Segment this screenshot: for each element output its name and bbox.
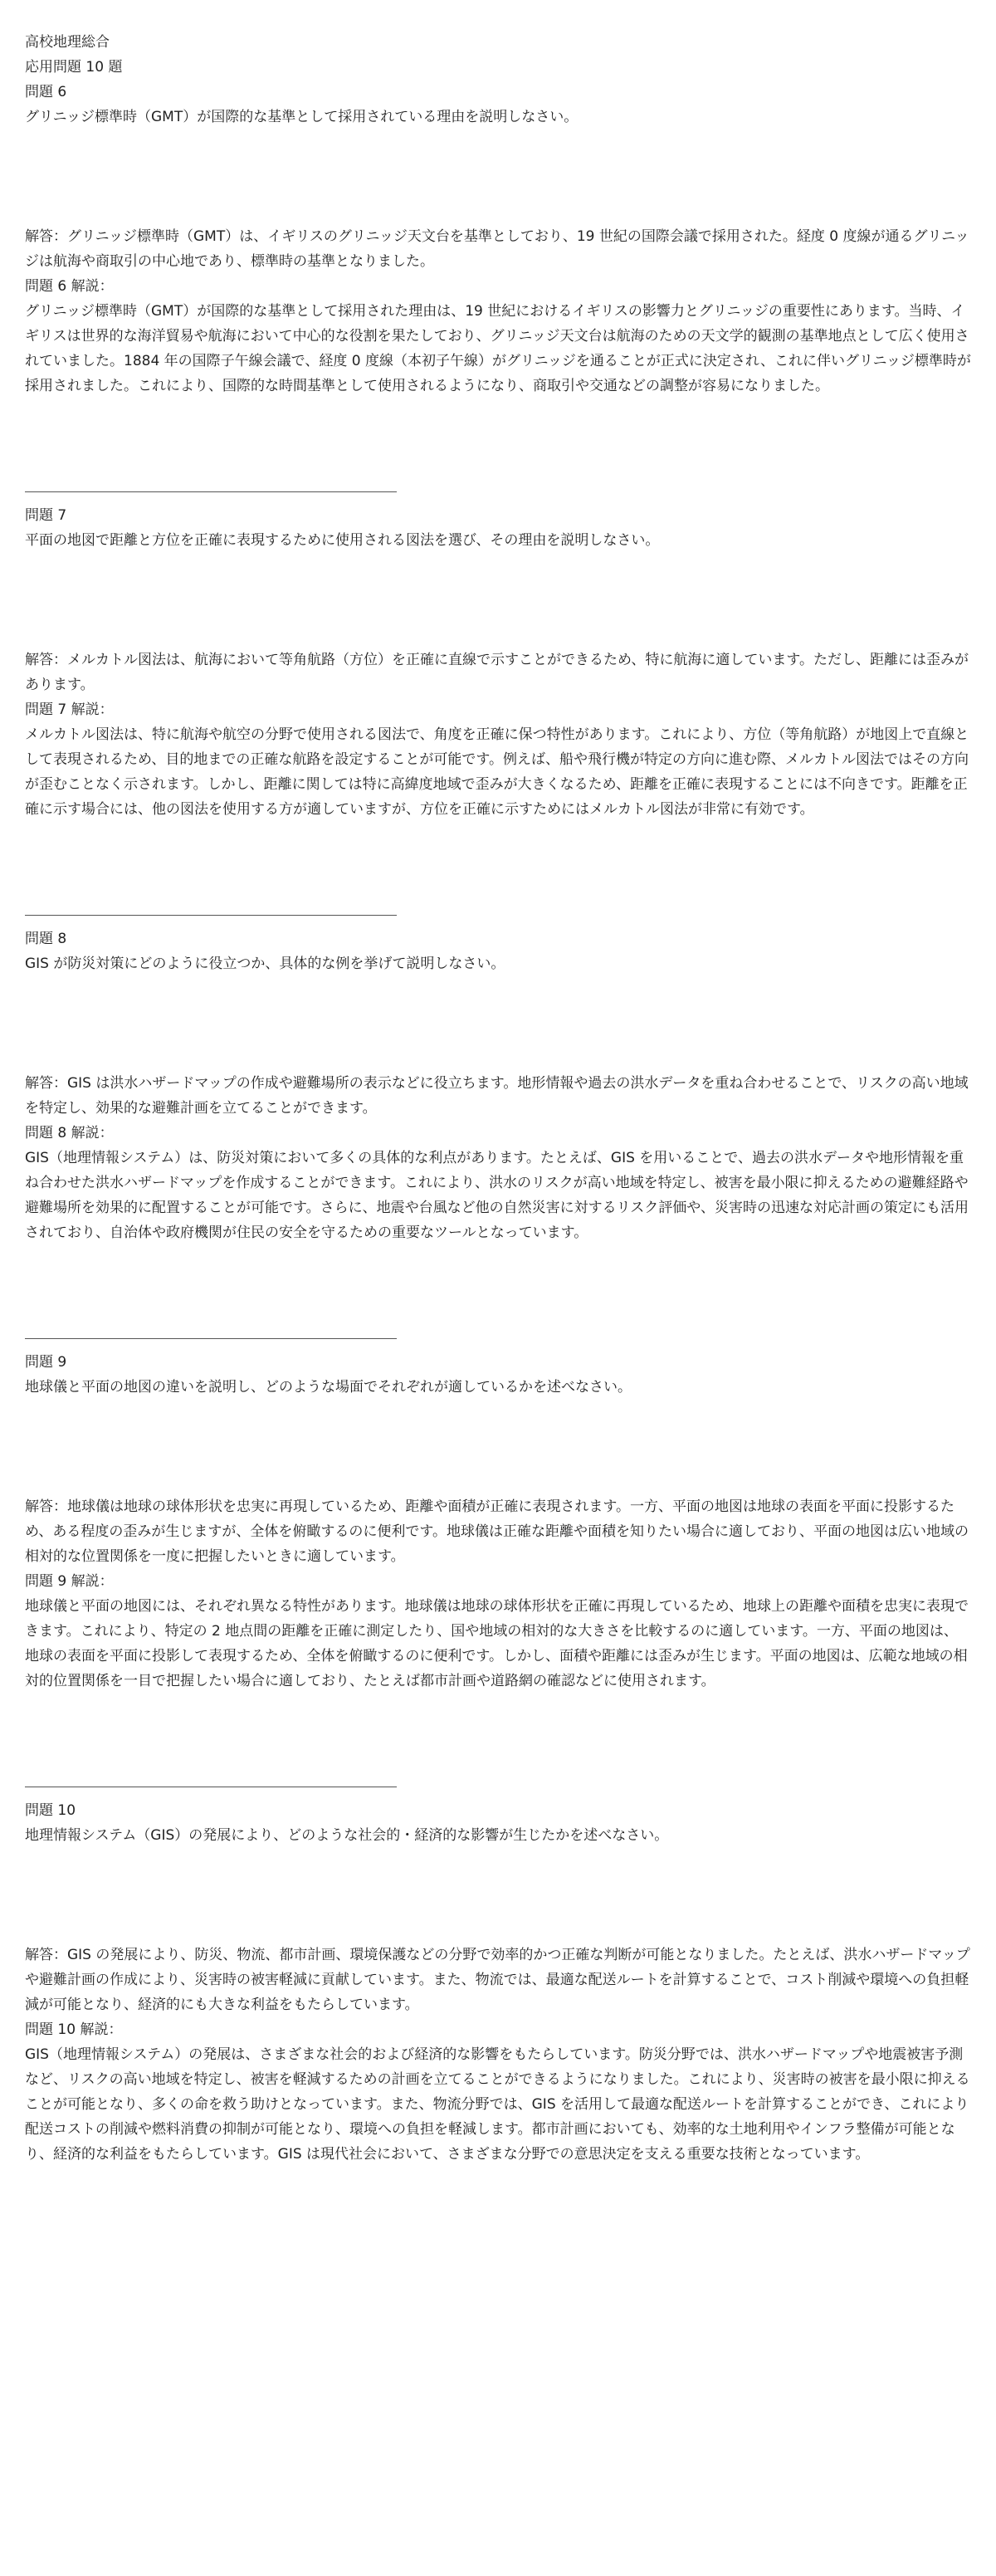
question-label: 問題 10	[25, 1802, 76, 1819]
question-text: 地球儀と平面の地図の違いを説明し、どのような場面でそれぞれが適しているかを述べなさい。	[25, 1379, 632, 1396]
explanation-text: メルカトル図法は、特に航海や航空の分野で使用される図法で、角度を正確に保つ特性があります。これにより、方位（等角航路）が地図上で直線として表現されるため、目的地までの正確な航路を設定することが可能です。例えば、船や飛行機が特定の方向に進む際、メルカトル図法ではその方向が歪むことなく示されます。しかし、距離に関しては特に高緯度地域で歪みが大きくなるため、距離を正確に表現することには不向きです。距離を正確に示す場合には、他の図法を使用する方が適していますが、方位を正確に示すためにはメルカトル図法が非常に有効です。	[25, 726, 969, 818]
explanation-label: 問題 8 解説：	[25, 1125, 114, 1141]
section-divider	[25, 915, 397, 916]
document-subtitle: 応用問題 10 題	[25, 59, 123, 76]
question-text: 地理情報システム（GIS）の発展により、どのような社会的・経済的な影響が生じたかを述べなさい。	[25, 1827, 669, 1844]
answer-text: 解答：地球儀は地球の球体形状を忠実に再現しているため、距離や面積が正確に表現されます。一方、平面の地図は地球の表面を平面に投影するため、ある程度の歪みが生じますが、全体を俯瞰するのに便利です。地球儀は正確な距離や面積を知りたい場合に適しており、平面の地図は広い地域の相対的な位置関係を一度に把握したいときに適しています。	[25, 1498, 969, 1565]
question-label: 問題 9	[25, 1354, 67, 1371]
document-page	[25, 30, 971, 2167]
answer-text: 解答：メルカトル図法は、航海において等角航路（方位）を正確に直線で示すことができるため、特に航海に適しています。ただし、距離には歪みがあります。	[25, 652, 969, 693]
section-divider	[25, 1338, 397, 1339]
question-label: 問題 7	[25, 507, 67, 524]
question-text: GIS が防災対策にどのように役立つか、具体的な例を挙げて説明しなさい。	[25, 956, 505, 972]
explanation-text: 地球儀と平面の地図には、それぞれ異なる特性があります。地球儀は地球の球体形状を正確に再現しているため、地球上の距離や面積を忠実に表現できます。これにより、特定の 2 地点間の距離を正確に測定したり、国や地域の相対的な大きさを比較するのに適しています。一方、平面の地図は、地球の表面を平面に投影して表現するため、全体を俯瞰するのに便利です。しかし、面積や距離には歪みが生じます。平面の地図は、広範な地域の相対的位置関係を一目で把握したい場合に適しており、たとえば都市計画や道路網の確認などに使用されます。	[25, 1598, 969, 1689]
question-block-9	[25, 1350, 971, 1694]
explanation-label: 問題 6 解説：	[25, 278, 114, 295]
explanation-text: GIS（地理情報システム）の発展は、さまざまな社会的および経済的な影響をもたらしています。防災分野では、洪水ハザードマップや地震被害予測など、リスクの高い地域を特定し、被害を軽減するための計画を立てることができるようになりました。これにより、災害時の被害を最小限に抑えることが可能となり、多くの命を救う助けとなっています。また、物流分野では、GIS を活用して最適な配送ルートを計算することができ、これにより配送コストの削減や燃料消費の抑制が可能となり、環境への負担を軽減します。都市計画においても、効率的な土地利用やインフラ整備が可能となり、経済的な利益をもたらしています。GIS は現代社会において、さまざまな分野での意思決定を支える重要な技術となっています。	[25, 2046, 970, 2163]
question-block-7	[25, 503, 971, 822]
answer-text: 解答：GIS は洪水ハザードマップの作成や避難場所の表示などに役立ちます。地形情報や過去の洪水データを重ね合わせることで、リスクの高い地域を特定し、効果的な避難計画を立てることができます。	[25, 1075, 969, 1117]
explanation-label: 問題 7 解説：	[25, 701, 114, 718]
explanation-text: グリニッジ標準時（GMT）が国際的な基準として採用された理由は、19 世紀におけるイギリスの影響力とグリニッジの重要性にあります。当時、イギリスは世界的な海洋貿易や航海において中心的な役割を果たしており、グリニッジ天文台は航海のための天文学的観測の基準地点として広く使用されていました。1884 年の国際子午線会議で、経度 0 度線（本初子午線）がグリニッジを通ることが正式に決定され、これに伴いグリニッジ標準時が採用されました。これにより、国際的な時間基準として使用されるようになり、商取引や交通などの調整が容易になりました。	[25, 303, 971, 394]
question-block-8	[25, 926, 971, 1245]
question-label: 問題 8	[25, 931, 67, 947]
answer-text: 解答：GIS の発展により、防災、物流、都市計画、環境保護などの分野で効率的かつ正確な判断が可能となりました。たとえば、洪水ハザードマップや避難計画の作成により、災害時の被害軽減に貢献しています。また、物流では、最適な配送ルートを計算することで、コスト削減や環境への負担軽減が可能となり、経済的にも大きな利益をもたらしています。	[25, 1947, 970, 2013]
answer-text: 解答：グリニッジ標準時（GMT）は、イギリスのグリニッジ天文台を基準としており、19 世紀の国際会議で採用された。経度 0 度線が通るグリニッジは航海や商取引の中心地であり、標準時の基準となりました。	[25, 228, 969, 270]
question-block-10	[25, 1798, 971, 2167]
question-block-6	[25, 80, 971, 398]
explanation-label: 問題 9 解説：	[25, 1573, 114, 1590]
document-title: 高校地理総合	[25, 34, 110, 51]
question-text: 平面の地図で距離と方位を正確に表現するために使用される図法を選び、その理由を説明しなさい。	[25, 532, 660, 549]
explanation-text: GIS（地理情報システム）は、防災対策において多くの具体的な利点があります。たとえば、GIS を用いることで、過去の洪水データや地形情報を重ね合わせた洪水ハザードマップを作成することができます。これにより、洪水のリスクが高い地域を特定し、被害を最小限に抑えるための避難経路や避難場所を効果的に配置することが可能です。さらに、地震や台風など他の自然災害に対するリスク評価や、災害時の迅速な対応計画の策定にも活用されており、自治体や政府機関が住民の安全を守るための重要なツールとなっています。	[25, 1150, 969, 1241]
explanation-label: 問題 10 解説：	[25, 2021, 123, 2038]
question-label: 問題 6	[25, 84, 67, 100]
question-text: グリニッジ標準時（GMT）が国際的な基準として採用されている理由を説明しなさい。	[25, 109, 579, 125]
section-divider	[25, 491, 397, 492]
